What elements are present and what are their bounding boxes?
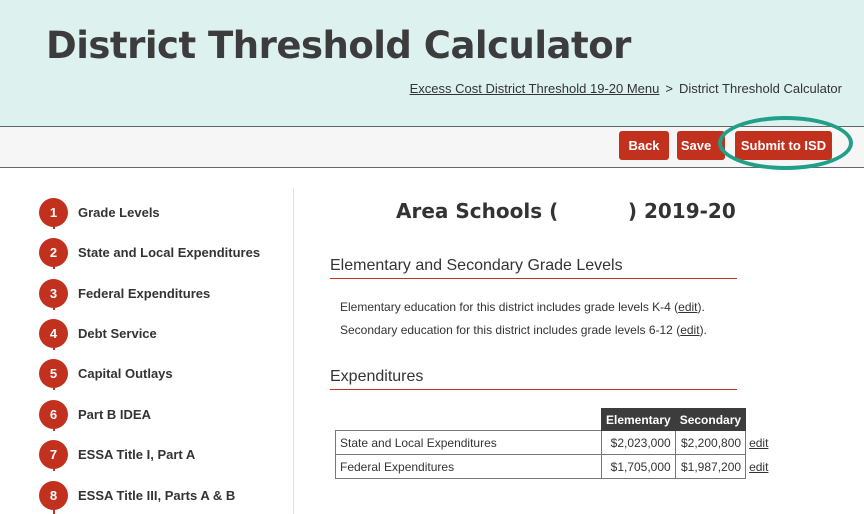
table-header-row <box>336 409 773 431</box>
secondary-value: $1,987,200 <box>675 455 745 479</box>
step-number-badge: 5 <box>39 359 68 388</box>
column-header-secondary: Secondary <box>675 409 745 431</box>
breadcrumb <box>410 81 842 96</box>
breadcrumb-current: District Threshold Calculator <box>678 81 842 96</box>
edit-elementary-link[interactable]: edit <box>678 300 698 314</box>
expenditures-table <box>335 408 773 479</box>
edit-secondary-link[interactable]: edit <box>680 323 700 337</box>
elementary-value: $2,023,000 <box>602 431 676 455</box>
secondary-grade-sentence: Secondary education for this district includes grade levels 6-12 <box>340 323 673 337</box>
table-row <box>336 431 773 455</box>
elementary-value: $1,705,000 <box>602 455 676 479</box>
step-label: Debt Service <box>78 325 157 341</box>
step-number-badge: 4 <box>39 319 68 348</box>
edit-cell <box>746 431 773 455</box>
column-header-elementary: Elementary <box>602 409 676 431</box>
page-title: District Threshold Calculator <box>46 24 631 67</box>
sidebar-step-part-b-idea[interactable] <box>39 399 151 429</box>
sidebar-step-essa-title-i[interactable] <box>39 439 195 469</box>
step-label: State and Local Expenditures <box>78 244 261 260</box>
step-number-badge: 1 <box>39 198 68 227</box>
row-label: State and Local Expenditures <box>336 431 602 455</box>
steps-sidebar <box>0 188 294 514</box>
step-number-badge: 6 <box>39 400 68 429</box>
submit-to-isd-button[interactable]: Submit to ISD <box>735 131 832 160</box>
edit-state-local-link[interactable]: edit <box>749 435 769 450</box>
expenditures-heading: Expenditures <box>330 368 737 390</box>
sidebar-step-state-local-expenditures[interactable] <box>39 237 260 267</box>
step-label: Part B IDEA <box>78 406 151 422</box>
sidebar-step-capital-outlays[interactable] <box>39 358 173 388</box>
page-header <box>0 0 864 126</box>
sidebar-step-federal-expenditures[interactable] <box>39 278 210 308</box>
secondary-grade-text: Secondary education for this district includes grade levels 6-12 (edit). <box>340 323 707 337</box>
grade-levels-heading: Elementary and Secondary Grade Levels <box>330 257 737 279</box>
step-number-badge: 7 <box>39 440 68 469</box>
elementary-grade-sentence: Elementary education for this district includes grade levels K-4 <box>340 300 671 314</box>
step-label: Grade Levels <box>78 204 160 220</box>
step-number-badge: 2 <box>39 238 68 267</box>
sidebar-step-grade-levels[interactable] <box>39 197 160 227</box>
step-label: ESSA Title III, Parts A & B <box>78 487 236 503</box>
action-toolbar <box>0 126 864 168</box>
step-label: Federal Expenditures <box>78 285 211 301</box>
save-button[interactable]: Save <box>677 131 725 160</box>
row-label: Federal Expenditures <box>336 455 602 479</box>
elementary-grade-text: Elementary education for this district includes grade levels K-4 (edit). <box>340 300 705 314</box>
step-label: Capital Outlays <box>78 365 173 381</box>
table-header-blank <box>746 409 773 431</box>
district-title: Area Schools ( ) 2019-20 <box>396 199 736 223</box>
edit-cell <box>746 455 773 479</box>
breadcrumb-separator: > <box>665 81 673 96</box>
back-button[interactable]: Back <box>619 131 669 160</box>
sidebar-step-debt-service[interactable] <box>39 318 157 348</box>
breadcrumb-link-menu[interactable]: Excess Cost District Threshold 19-20 Menu <box>409 81 660 96</box>
table-header-blank <box>336 409 602 431</box>
step-number-badge: 8 <box>39 481 68 510</box>
sidebar-step-essa-title-iii[interactable] <box>39 480 235 510</box>
secondary-value: $2,200,800 <box>675 431 745 455</box>
edit-federal-link[interactable]: edit <box>749 459 769 474</box>
step-label: ESSA Title I, Part A <box>78 446 196 462</box>
step-number-badge: 3 <box>39 279 68 308</box>
table-row <box>336 455 773 479</box>
